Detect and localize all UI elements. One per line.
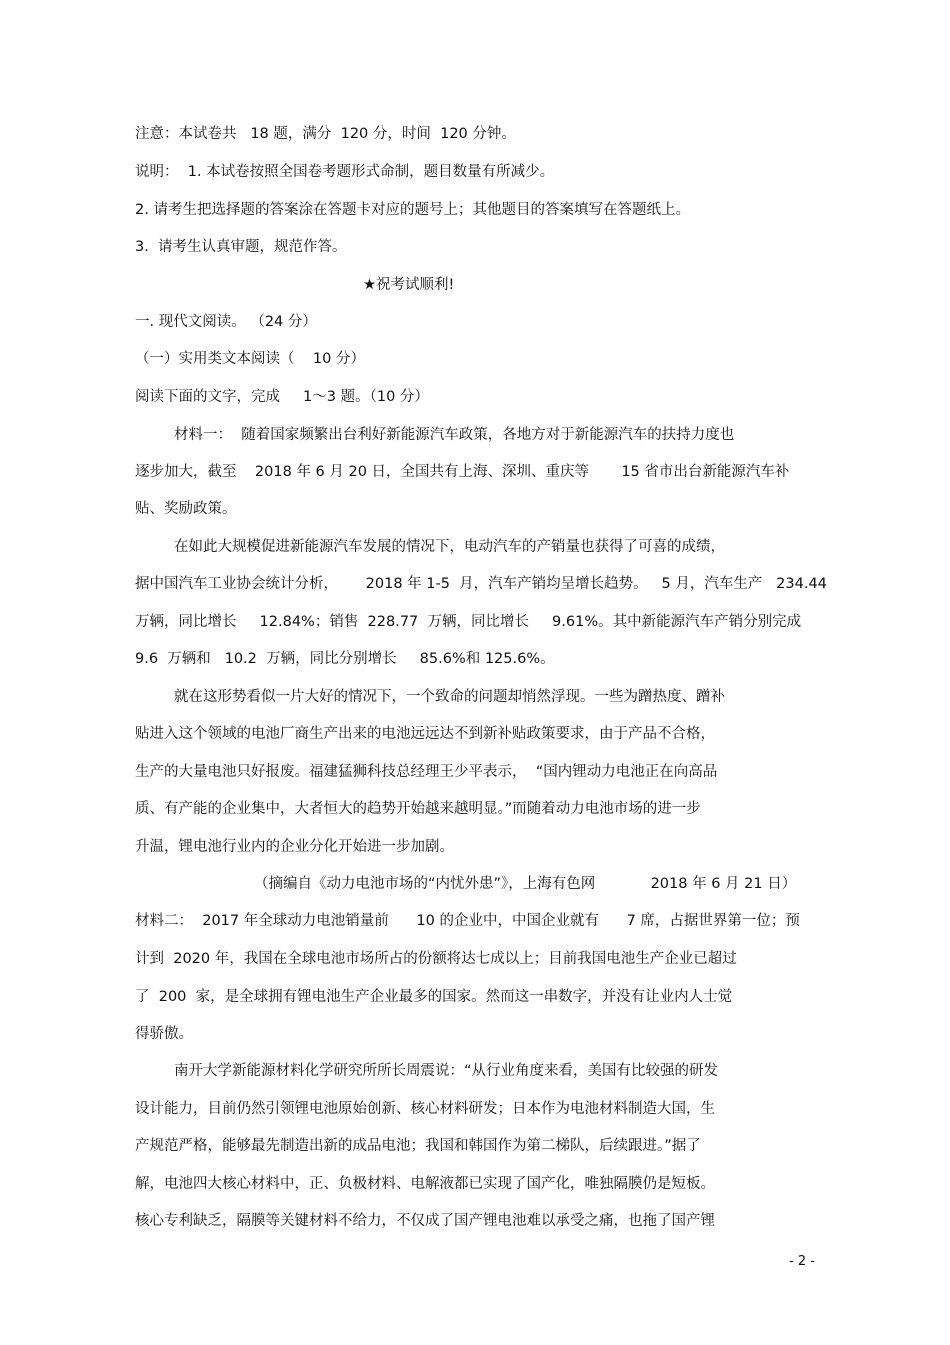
page-number: - 2 - <box>789 1254 815 1269</box>
instruction-line-1: 说明： 1. 本试卷按照全国卷考题形式命制，题目数量有所减少。 <box>135 164 555 180</box>
reading-instruction: 阅读下面的文字，完成 1～3 题。（10 分） <box>135 389 429 405</box>
section-heading: 一. 现代文阅读。 （24 分） <box>135 314 317 330</box>
paragraph-line: 生产的大量电池只好报废。福建猛狮科技总经理王少平表示， “国内锂动力电池正在向高品 <box>135 764 718 780</box>
subsection-heading: （一）实用类文本阅读（ 10 分） <box>135 351 365 367</box>
paragraph-line: 9.6 万辆和 10.2 万辆，同比分别增长 85.6%和 125.6%。 <box>135 651 555 667</box>
paragraph-line: 计到 2020 年，我国在全球电池市场所占的份额将达七成以上；目前我国电池生产企业已超过 <box>135 951 737 967</box>
paragraph-line: 升温，锂电池行业内的企业分化开始进一步加剧。 <box>135 839 454 855</box>
paragraph-line: 了 200 家，是全球拥有锂电池生产企业最多的国家。然而这一串数字，并没有让业内人士觉 <box>135 989 733 1005</box>
paragraph-line: 材料一： 随着国家频繁出台利好新能源汽车政策，各地方对于新能源汽车的扶持力度也 <box>174 427 735 443</box>
notice-line: 注意：本试卷共 18 题，满分 120 分，时间 120 分钟。 <box>135 126 516 142</box>
paragraph-line: 就在这形势看似一片大好的情况下，一个致命的问题却悄然浮现。一些为蹭热度、蹭补 <box>174 689 725 705</box>
instruction-line-2: 2. 请考生把选择题的答案涂在答题卡对应的题号上；其他题目的答案填写在答题纸上。 <box>135 202 690 218</box>
good-luck-line: ★祝考试顺利! <box>363 277 455 293</box>
paragraph-line: 南开大学新能源材料化学研究所所长周震说：“从行业角度来看，美国有比较强的研发 <box>174 1063 719 1079</box>
paragraph-line: 材料二： 2017 年全球动力电池销量前 10 的企业中，中国企业就有 7 席，占据世界第一位；预 <box>135 913 800 929</box>
paragraph-line: 质、有产能的企业集中，大者恒大的趋势开始越来越明显。”而随着动力电池市场的进一步 <box>135 801 701 817</box>
paragraph-line: 贴、奖励政策。 <box>135 501 237 517</box>
paragraph-line: 设计能力，目前仍然引领锂电池原始创新、核心材料研发；日本作为电池材料制造大国，生 <box>135 1101 715 1117</box>
paragraph-line: 逐步加大，截至 2018 年 6 月 20 日，全国共有上海、深圳、重庆等 15 省市出台新能源汽车补 <box>135 464 790 480</box>
paragraph-line: 核心专利缺乏，隔膜等关键材料不给力，不仅成了国产锂电池难以承受之痛，也拖了国产锂 <box>135 1213 715 1229</box>
paragraph-line: 贴进入这个领域的电池厂商生产出来的电池远远达不到新补贴政策要求，由于产品不合格， <box>135 726 715 742</box>
paragraph-line: 解，电池四大核心材料中，正、负极材料、电解液都已实现了国产化，唯独隔膜仍是短板。 <box>135 1176 715 1192</box>
paragraph-line: 产规范严格，能够最先制造出新的成品电池；我国和韩国作为第二梯队，后续跟进。”据了 <box>135 1138 701 1154</box>
paragraph-line: 得骄傲。 <box>135 1026 193 1042</box>
paragraph-line: 万辆，同比增长 12.84%；销售 228.77 万辆，同比增长 9.61%。其中新能源汽车产销分别完成 <box>135 614 802 630</box>
instruction-line-3: 3. 请考生认真审题，规范作答。 <box>135 239 347 255</box>
paragraph-line: 在如此大规模促进新能源汽车发展的情况下，电动汽车的产销量也获得了可喜的成绩， <box>174 539 725 555</box>
paragraph-line: 据中国汽车工业协会统计分析， 2018 年 1-5 月，汽车产销均呈增长趋势。 5 月，汽车生产 234.44 <box>135 576 827 592</box>
source-citation: （摘编自《动力电池市场的“内忧外患”》，上海有色网 2018 年 6 月 21 日） <box>254 876 797 892</box>
